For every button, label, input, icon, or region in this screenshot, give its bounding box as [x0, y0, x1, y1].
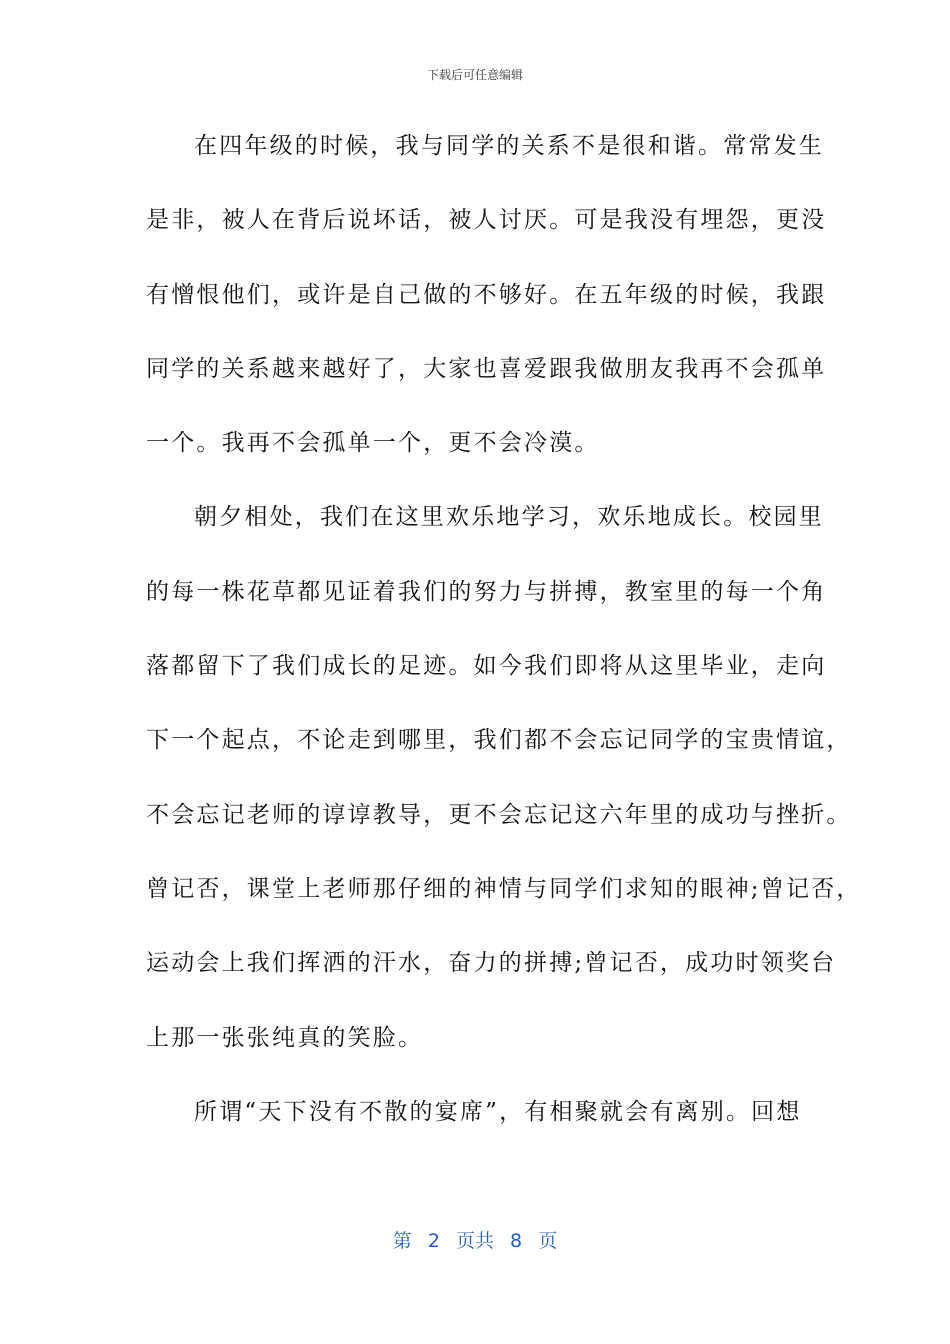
- paragraph-line: 的每一株花草都见证着我们的努力与拼搏，教室里的每一个角: [146, 578, 827, 605]
- paragraph-line: 上那一张张纯真的笑脸。: [146, 1024, 424, 1051]
- total-page-count: 8: [510, 1230, 523, 1252]
- footer-page-label: 第: [392, 1230, 412, 1252]
- footer-pages-label: 页: [538, 1230, 558, 1252]
- body-text: [146, 122, 862, 1162]
- paragraph-line: 在四年级的时候，我与同学的关系不是很和谐。常常发生: [194, 133, 824, 159]
- footer-of-label: 页共: [455, 1230, 494, 1252]
- paragraph-line: 落都留下了我们成长的足迹。如今我们即将从这里毕业，走向: [146, 653, 827, 680]
- page-header: 下载后可任意编辑: [426, 68, 523, 82]
- paragraph-line: 有憎恨他们，或许是自己做的不够好。在五年级的时候，我跟: [146, 281, 827, 308]
- paragraph-line: 同学的关系越来越好了，大家也喜爱跟我做朋友我再不会孤单: [146, 355, 827, 382]
- page-footer: [0, 1226, 950, 1253]
- paragraph-line: 运动会上我们挥洒的汗水，奋力的拼搏;曾记否，成功时领奖台: [146, 950, 837, 977]
- paragraph-line: 所谓“天下没有不散的宴席”，有相聚就会有离别。回想: [194, 1098, 802, 1125]
- paragraph-line: 曾记否，课堂上老师那仔细的神情与同学们求知的眼神;曾记否，: [146, 875, 862, 902]
- paragraph-line: 下一个起点，不论走到哪里，我们都不会忘记同学的宝贵情谊，: [146, 727, 852, 754]
- paragraph-line: 是非，被人在背后说坏话，被人讨厌。可是我没有埋怨，更没: [146, 207, 827, 234]
- paragraph-line: 朝夕相处，我们在这里欢乐地学习，欢乐地成长。校园里: [194, 504, 824, 531]
- paragraph-line: 不会忘记老师的谆谆教导，更不会忘记这六年里的成功与挫折。: [146, 801, 852, 828]
- paragraph-line: 一个。我再不会孤单一个，更不会冷漠。: [146, 430, 600, 457]
- current-page-number: 2: [427, 1230, 440, 1252]
